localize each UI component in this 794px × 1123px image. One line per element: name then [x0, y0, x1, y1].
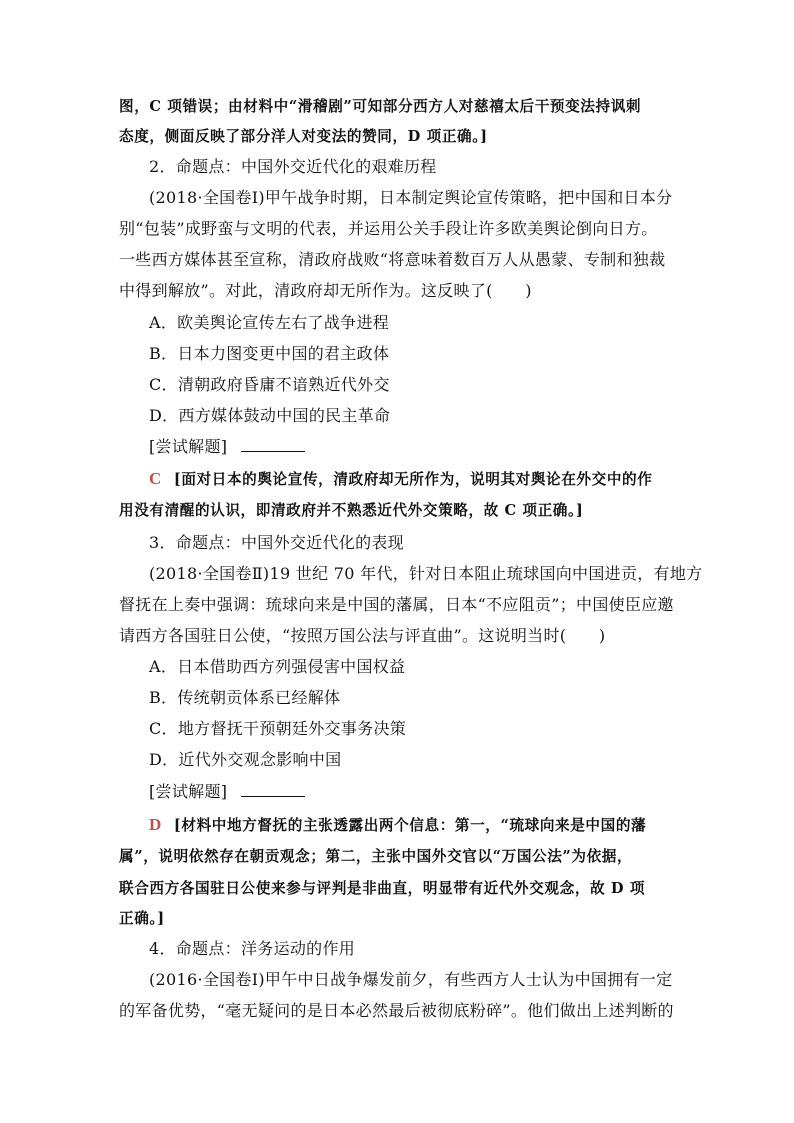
answer-blank: [241, 437, 305, 452]
question-heading: 4．命题点：洋务运动的作用: [149, 939, 356, 958]
option-a: A．欧美舆论宣传左右了战争进程: [149, 313, 390, 332]
question-stem-line: 督抚在上奏中强调：琉球向来是中国的藩属，日本“不应阻贡”；中国使臣应邀: [119, 595, 674, 614]
try-solve-row: [149, 782, 305, 802]
option-d: D．近代外交观念影响中国: [149, 750, 342, 769]
question-stem-line: 的军备优势，“毫无疑问的是日本必然最后被彻底粉碎”。他们做出上述判断的: [119, 1001, 674, 1020]
option-d: D．西方媒体鼓动中国的民主革命: [149, 406, 391, 425]
question-heading: 2．命题点：中国外交近代化的艰难历程: [149, 157, 437, 176]
explanation-text: [材料中地方督抚的主张透露出两个信息：第一，“琉球向来是中国的藩: [173, 817, 647, 834]
explanation-line: 联合西方各国驻日公使来参与评判是非曲直，明显带有近代外交观念，故 D 项: [119, 880, 646, 897]
question-stem-line: 请西方各国驻日公使，“按照万国公法与评直曲”。这说明当时( ): [119, 626, 606, 645]
prev-explanation-line: 图，C 项错误；由材料中“滑稽剧”可知部分西方人对慈禧太后干预变法持讽刺: [119, 98, 642, 115]
prev-explanation-line: 态度，侧面反映了部分洋人对变法的赞同，D 项正确。]: [119, 128, 488, 145]
explanation-line: 属”，说明依然存在朝贡观念；第二，主张中国外交官以“万国公法”为依据，: [119, 848, 633, 865]
question-heading: 3．命题点：中国外交近代化的表现: [149, 533, 404, 552]
option-b: B．传统朝贡体系已经解体: [149, 688, 341, 707]
answer-letter: C: [149, 469, 162, 488]
answer-blank: [241, 782, 305, 797]
explanation-line: [149, 469, 652, 490]
question-stem-line: 一些西方媒体甚至宣称，清政府战败“将意味着数百万人从愚蒙、专制和独裁: [119, 250, 666, 269]
option-a: A．日本借助西方列强侵害中国权益: [149, 657, 406, 676]
try-solve-label: [尝试解题]: [149, 782, 228, 801]
question-stem-line: 别“包装”成野蛮与文明的代表，并运用公关手段让许多欧美舆论倒向日方。: [119, 219, 658, 238]
question-stem-line: (2018·全国卷Ⅰ)甲午战争时期，日本制定舆论宣传策略，把中国和日本分: [149, 188, 673, 207]
option-b: B．日本力图变更中国的君主政体: [149, 344, 390, 363]
explanation-line: 正确。]: [119, 910, 165, 927]
try-solve-label: [尝试解题]: [149, 437, 228, 456]
option-c: C．清朝政府昏庸不谙熟近代外交: [149, 375, 390, 394]
explanation-line: 用没有清醒的认识，即清政府并不熟悉近代外交策略，故 C 项正确。]: [119, 502, 584, 519]
answer-letter: D: [149, 815, 162, 834]
explanation-line: [149, 815, 646, 836]
question-stem-line: (2016·全国卷Ⅰ)甲午中日战争爆发前夕，有些西方人士认为中国拥有一定: [149, 970, 673, 989]
explanation-text: [面对日本的舆论宣传，清政府却无所作为，说明其对舆论在外交中的作: [173, 471, 653, 488]
question-stem-line: (2018·全国卷Ⅱ)19 世纪 70 年代，针对日本阻止琉球国向中国进贡，有地方: [149, 564, 703, 583]
question-stem-line: 中得到解放”。对此，清政府却无所作为。这反映了( ): [119, 281, 532, 300]
option-c: C．地方督抚干预朝廷外交事务决策: [149, 719, 407, 738]
try-solve-row: [149, 437, 305, 457]
